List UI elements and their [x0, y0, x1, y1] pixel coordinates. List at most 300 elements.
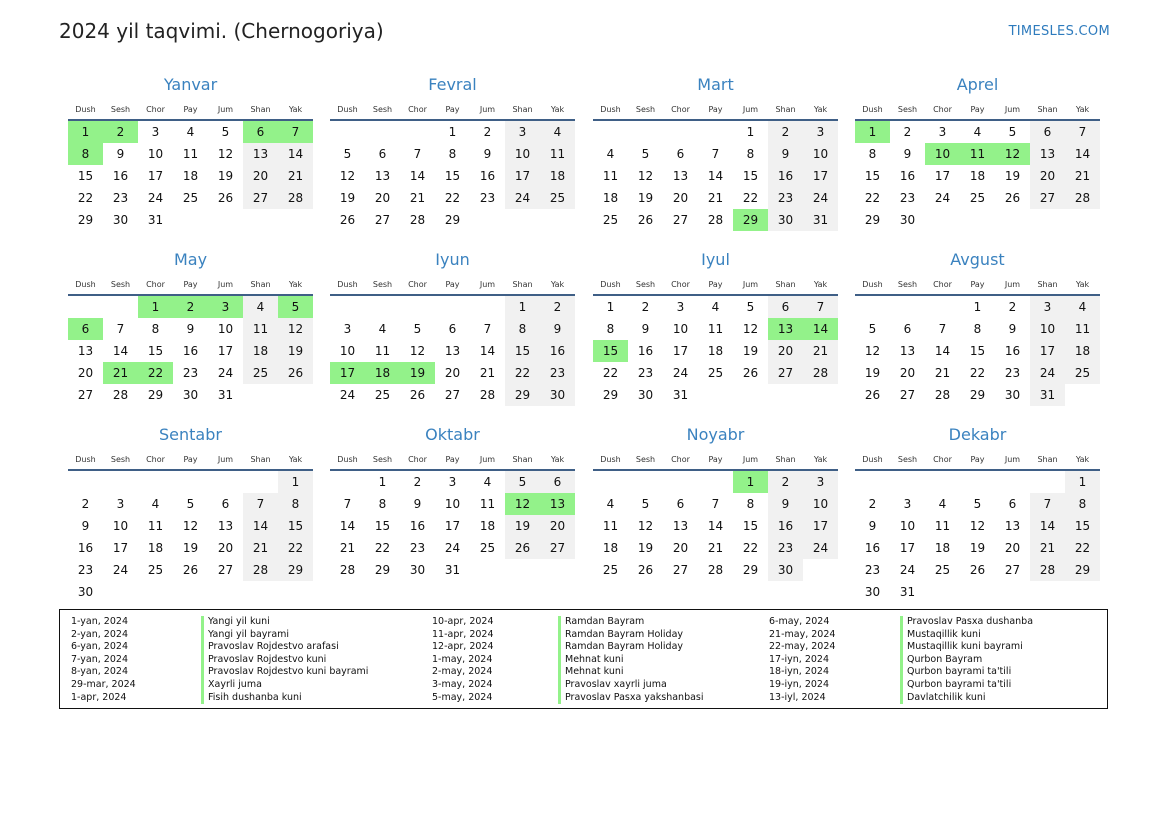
day-cell[interactable]: 28: [409, 213, 426, 227]
day-cell[interactable]: 22: [278, 537, 313, 559]
day-cell[interactable]: 11: [934, 519, 951, 533]
day-cell[interactable]: 14: [339, 519, 356, 533]
holiday-day-cell[interactable]: 15: [593, 340, 628, 362]
day-cell[interactable]: 23: [479, 191, 496, 205]
day-cell[interactable]: 14: [1030, 515, 1065, 537]
day-cell[interactable]: 14: [707, 169, 724, 183]
day-cell[interactable]: 17: [934, 169, 951, 183]
holiday-day-cell[interactable]: 11: [960, 143, 995, 165]
day-cell[interactable]: 10: [803, 143, 838, 165]
day-cell[interactable]: 15: [147, 344, 164, 358]
holiday-day-cell[interactable]: 6: [68, 318, 103, 340]
day-cell[interactable]: 16: [637, 344, 654, 358]
day-cell[interactable]: 30: [899, 213, 916, 227]
day-cell[interactable]: 16: [409, 519, 426, 533]
day-cell[interactable]: 14: [934, 344, 951, 358]
day-cell[interactable]: 23: [864, 563, 881, 577]
day-cell[interactable]: 17: [803, 515, 838, 537]
day-cell[interactable]: 7: [1065, 121, 1100, 143]
day-cell[interactable]: 11: [479, 497, 496, 511]
day-cell[interactable]: 9: [641, 322, 650, 336]
day-cell[interactable]: 23: [768, 537, 803, 559]
day-cell[interactable]: 26: [1004, 191, 1021, 205]
day-cell[interactable]: 18: [1065, 340, 1100, 362]
day-cell[interactable]: 16: [768, 515, 803, 537]
day-cell[interactable]: 6: [768, 296, 803, 318]
day-cell[interactable]: 18: [934, 541, 951, 555]
day-cell[interactable]: 6: [1008, 497, 1017, 511]
day-cell[interactable]: 31: [217, 388, 234, 402]
day-cell[interactable]: 9: [483, 147, 492, 161]
day-cell[interactable]: 7: [483, 322, 492, 336]
day-cell[interactable]: 27: [672, 213, 689, 227]
day-cell[interactable]: 9: [903, 147, 912, 161]
day-cell[interactable]: 19: [182, 541, 199, 555]
day-cell[interactable]: 21: [243, 537, 278, 559]
day-cell[interactable]: 22: [77, 191, 94, 205]
day-cell[interactable]: 4: [711, 300, 720, 314]
day-cell[interactable]: 9: [768, 493, 803, 515]
day-cell[interactable]: 3: [343, 322, 352, 336]
day-cell[interactable]: 25: [374, 388, 391, 402]
day-cell[interactable]: 3: [151, 125, 160, 139]
day-cell[interactable]: 27: [77, 388, 94, 402]
day-cell[interactable]: 29: [742, 563, 759, 577]
day-cell[interactable]: 30: [768, 559, 803, 581]
day-cell[interactable]: 19: [1004, 169, 1021, 183]
day-cell[interactable]: 17: [444, 519, 461, 533]
holiday-day-cell[interactable]: 5: [278, 296, 313, 318]
holiday-day-cell[interactable]: 29: [733, 209, 768, 231]
day-cell[interactable]: 19: [969, 541, 986, 555]
day-cell[interactable]: 28: [707, 213, 724, 227]
day-cell[interactable]: 11: [147, 519, 164, 533]
day-cell[interactable]: 27: [899, 388, 916, 402]
day-cell[interactable]: 28: [112, 388, 129, 402]
day-cell[interactable]: 5: [186, 497, 195, 511]
day-cell[interactable]: 5: [343, 147, 352, 161]
day-cell[interactable]: 24: [339, 388, 356, 402]
day-cell[interactable]: 9: [868, 519, 877, 533]
day-cell[interactable]: 24: [444, 541, 461, 555]
holiday-day-cell[interactable]: 7: [278, 121, 313, 143]
day-cell[interactable]: 19: [864, 366, 881, 380]
day-cell[interactable]: 25: [602, 213, 619, 227]
day-cell[interactable]: 11: [707, 322, 724, 336]
day-cell[interactable]: 12: [637, 169, 654, 183]
day-cell[interactable]: 9: [81, 519, 90, 533]
day-cell[interactable]: 3: [903, 497, 912, 511]
day-cell[interactable]: 12: [864, 344, 881, 358]
day-cell[interactable]: 31: [899, 585, 916, 599]
day-cell[interactable]: 27: [444, 388, 461, 402]
day-cell[interactable]: 9: [116, 147, 125, 161]
day-cell[interactable]: 25: [182, 191, 199, 205]
day-cell[interactable]: 24: [1030, 362, 1065, 384]
day-cell[interactable]: 4: [483, 475, 492, 489]
day-cell[interactable]: 7: [1030, 493, 1065, 515]
day-cell[interactable]: 20: [444, 366, 461, 380]
holiday-day-cell[interactable]: 13: [768, 318, 803, 340]
day-cell[interactable]: 12: [182, 519, 199, 533]
day-cell[interactable]: 26: [182, 563, 199, 577]
day-cell[interactable]: 12: [637, 519, 654, 533]
day-cell[interactable]: 20: [1030, 165, 1065, 187]
day-cell[interactable]: 14: [278, 143, 313, 165]
day-cell[interactable]: 21: [1030, 537, 1065, 559]
day-cell[interactable]: 20: [672, 541, 689, 555]
day-cell[interactable]: 14: [707, 519, 724, 533]
day-cell[interactable]: 3: [505, 121, 540, 143]
day-cell[interactable]: 12: [969, 519, 986, 533]
day-cell[interactable]: 1: [378, 475, 387, 489]
day-cell[interactable]: 27: [374, 213, 391, 227]
day-cell[interactable]: 1: [1065, 471, 1100, 493]
day-cell[interactable]: 7: [711, 147, 720, 161]
day-cell[interactable]: 5: [641, 497, 650, 511]
day-cell[interactable]: 13: [1004, 519, 1021, 533]
day-cell[interactable]: 31: [803, 209, 838, 231]
day-cell[interactable]: 23: [77, 563, 94, 577]
day-cell[interactable]: 29: [147, 388, 164, 402]
day-cell[interactable]: 7: [803, 296, 838, 318]
day-cell[interactable]: 8: [746, 147, 755, 161]
day-cell[interactable]: 22: [864, 191, 881, 205]
day-cell[interactable]: 9: [768, 143, 803, 165]
day-cell[interactable]: 5: [505, 471, 540, 493]
day-cell[interactable]: 26: [742, 366, 759, 380]
day-cell[interactable]: 12: [217, 147, 234, 161]
day-cell[interactable]: 27: [217, 563, 234, 577]
day-cell[interactable]: 1: [448, 125, 457, 139]
day-cell[interactable]: 26: [339, 213, 356, 227]
day-cell[interactable]: 15: [864, 169, 881, 183]
day-cell[interactable]: 28: [1065, 187, 1100, 209]
day-cell[interactable]: 27: [672, 563, 689, 577]
day-cell[interactable]: 20: [540, 515, 575, 537]
day-cell[interactable]: 12: [278, 318, 313, 340]
day-cell[interactable]: 25: [934, 563, 951, 577]
day-cell[interactable]: 8: [278, 493, 313, 515]
day-cell[interactable]: 10: [1030, 318, 1065, 340]
day-cell[interactable]: 19: [637, 541, 654, 555]
day-cell[interactable]: 6: [676, 497, 685, 511]
day-cell[interactable]: 5: [221, 125, 230, 139]
day-cell[interactable]: 19: [339, 191, 356, 205]
day-cell[interactable]: 23: [409, 541, 426, 555]
holiday-day-cell[interactable]: 19: [400, 362, 435, 384]
day-cell[interactable]: 8: [606, 322, 615, 336]
day-cell[interactable]: 16: [540, 340, 575, 362]
day-cell[interactable]: 27: [540, 537, 575, 559]
day-cell[interactable]: 26: [637, 213, 654, 227]
day-cell[interactable]: 25: [479, 541, 496, 555]
day-cell[interactable]: 21: [707, 541, 724, 555]
day-cell[interactable]: 8: [746, 497, 755, 511]
holiday-day-cell[interactable]: 12: [995, 143, 1030, 165]
day-cell[interactable]: 2: [641, 300, 650, 314]
day-cell[interactable]: 21: [278, 165, 313, 187]
day-cell[interactable]: 13: [217, 519, 234, 533]
day-cell[interactable]: 2: [81, 497, 90, 511]
day-cell[interactable]: 5: [746, 300, 755, 314]
day-cell[interactable]: 9: [540, 318, 575, 340]
day-cell[interactable]: 19: [742, 344, 759, 358]
day-cell[interactable]: 17: [803, 165, 838, 187]
day-cell[interactable]: 3: [803, 471, 838, 493]
day-cell[interactable]: 11: [602, 519, 619, 533]
day-cell[interactable]: 4: [540, 121, 575, 143]
day-cell[interactable]: 2: [768, 471, 803, 493]
day-cell[interactable]: 8: [973, 322, 982, 336]
day-cell[interactable]: 26: [217, 191, 234, 205]
day-cell[interactable]: 14: [1065, 143, 1100, 165]
day-cell[interactable]: 30: [409, 563, 426, 577]
day-cell[interactable]: 13: [374, 169, 391, 183]
day-cell[interactable]: 13: [672, 169, 689, 183]
day-cell[interactable]: 15: [969, 344, 986, 358]
day-cell[interactable]: 28: [1030, 559, 1065, 581]
day-cell[interactable]: 9: [186, 322, 195, 336]
day-cell[interactable]: 7: [116, 322, 125, 336]
day-cell[interactable]: 31: [147, 213, 164, 227]
day-cell[interactable]: 4: [243, 296, 278, 318]
day-cell[interactable]: 24: [217, 366, 234, 380]
holiday-day-cell[interactable]: 2: [103, 121, 138, 143]
day-cell[interactable]: 18: [602, 541, 619, 555]
day-cell[interactable]: 8: [448, 147, 457, 161]
day-cell[interactable]: 27: [768, 362, 803, 384]
day-cell[interactable]: 18: [182, 169, 199, 183]
day-cell[interactable]: 13: [243, 143, 278, 165]
day-cell[interactable]: 26: [969, 563, 986, 577]
day-cell[interactable]: 18: [969, 169, 986, 183]
day-cell[interactable]: 14: [479, 344, 496, 358]
day-cell[interactable]: 2: [768, 121, 803, 143]
day-cell[interactable]: 29: [1065, 559, 1100, 581]
holiday-day-cell[interactable]: 3: [208, 296, 243, 318]
day-cell[interactable]: 26: [409, 388, 426, 402]
day-cell[interactable]: 28: [803, 362, 838, 384]
day-cell[interactable]: 28: [479, 388, 496, 402]
day-cell[interactable]: 30: [112, 213, 129, 227]
holiday-day-cell[interactable]: 8: [68, 143, 103, 165]
day-cell[interactable]: 23: [540, 362, 575, 384]
day-cell[interactable]: 12: [742, 322, 759, 336]
day-cell[interactable]: 3: [803, 121, 838, 143]
day-cell[interactable]: 2: [1008, 300, 1017, 314]
day-cell[interactable]: 16: [112, 169, 129, 183]
day-cell[interactable]: 18: [243, 340, 278, 362]
day-cell[interactable]: 17: [1030, 340, 1065, 362]
day-cell[interactable]: 20: [768, 340, 803, 362]
holiday-day-cell[interactable]: 22: [138, 362, 173, 384]
holiday-day-cell[interactable]: 18: [365, 362, 400, 384]
day-cell[interactable]: 22: [742, 541, 759, 555]
day-cell[interactable]: 8: [1065, 493, 1100, 515]
holiday-day-cell[interactable]: 10: [925, 143, 960, 165]
day-cell[interactable]: 4: [378, 322, 387, 336]
day-cell[interactable]: 17: [217, 344, 234, 358]
day-cell[interactable]: 11: [182, 147, 199, 161]
day-cell[interactable]: 19: [217, 169, 234, 183]
holiday-day-cell[interactable]: 1: [733, 471, 768, 493]
day-cell[interactable]: 13: [672, 519, 689, 533]
day-cell[interactable]: 26: [505, 537, 540, 559]
day-cell[interactable]: 6: [903, 322, 912, 336]
day-cell[interactable]: 4: [973, 125, 982, 139]
day-cell[interactable]: 2: [540, 296, 575, 318]
day-cell[interactable]: 7: [243, 493, 278, 515]
day-cell[interactable]: 24: [112, 563, 129, 577]
day-cell[interactable]: 15: [444, 169, 461, 183]
day-cell[interactable]: 29: [505, 384, 540, 406]
day-cell[interactable]: 8: [505, 318, 540, 340]
day-cell[interactable]: 10: [803, 493, 838, 515]
day-cell[interactable]: 19: [637, 191, 654, 205]
day-cell[interactable]: 20: [672, 191, 689, 205]
day-cell[interactable]: 28: [278, 187, 313, 209]
holiday-day-cell[interactable]: 13: [540, 493, 575, 515]
day-cell[interactable]: 19: [505, 515, 540, 537]
day-cell[interactable]: 25: [969, 191, 986, 205]
day-cell[interactable]: 30: [637, 388, 654, 402]
day-cell[interactable]: 25: [147, 563, 164, 577]
day-cell[interactable]: 10: [339, 344, 356, 358]
day-cell[interactable]: 20: [77, 366, 94, 380]
day-cell[interactable]: 8: [378, 497, 387, 511]
day-cell[interactable]: 7: [711, 497, 720, 511]
day-cell[interactable]: 11: [1065, 318, 1100, 340]
day-cell[interactable]: 15: [77, 169, 94, 183]
day-cell[interactable]: 15: [742, 169, 759, 183]
day-cell[interactable]: 4: [938, 497, 947, 511]
day-cell[interactable]: 26: [278, 362, 313, 384]
day-cell[interactable]: 23: [899, 191, 916, 205]
holiday-day-cell[interactable]: 1: [855, 121, 890, 143]
day-cell[interactable]: 27: [1004, 563, 1021, 577]
day-cell[interactable]: 22: [742, 191, 759, 205]
day-cell[interactable]: 14: [243, 515, 278, 537]
day-cell[interactable]: 1: [746, 125, 755, 139]
day-cell[interactable]: 18: [602, 191, 619, 205]
day-cell[interactable]: 4: [186, 125, 195, 139]
day-cell[interactable]: 22: [444, 191, 461, 205]
day-cell[interactable]: 9: [1008, 322, 1017, 336]
day-cell[interactable]: 4: [606, 147, 615, 161]
day-cell[interactable]: 29: [969, 388, 986, 402]
holiday-day-cell[interactable]: 1: [138, 296, 173, 318]
day-cell[interactable]: 10: [672, 322, 689, 336]
day-cell[interactable]: 25: [707, 366, 724, 380]
day-cell[interactable]: 24: [803, 537, 838, 559]
day-cell[interactable]: 26: [637, 563, 654, 577]
day-cell[interactable]: 17: [505, 165, 540, 187]
day-cell[interactable]: 1: [505, 296, 540, 318]
day-cell[interactable]: 27: [243, 187, 278, 209]
day-cell[interactable]: 30: [540, 384, 575, 406]
holiday-day-cell[interactable]: 6: [243, 121, 278, 143]
day-cell[interactable]: 15: [742, 519, 759, 533]
day-cell[interactable]: 23: [1004, 366, 1021, 380]
day-cell[interactable]: 3: [116, 497, 125, 511]
day-cell[interactable]: 21: [409, 191, 426, 205]
day-cell[interactable]: 10: [147, 147, 164, 161]
day-cell[interactable]: 24: [803, 187, 838, 209]
day-cell[interactable]: 17: [147, 169, 164, 183]
day-cell[interactable]: 6: [540, 471, 575, 493]
holiday-day-cell[interactable]: 17: [330, 362, 365, 384]
day-cell[interactable]: 1: [973, 300, 982, 314]
day-cell[interactable]: 18: [540, 165, 575, 187]
day-cell[interactable]: 9: [413, 497, 422, 511]
day-cell[interactable]: 7: [413, 147, 422, 161]
day-cell[interactable]: 10: [444, 497, 461, 511]
day-cell[interactable]: 2: [483, 125, 492, 139]
day-cell[interactable]: 22: [969, 366, 986, 380]
day-cell[interactable]: 1: [278, 471, 313, 493]
day-cell[interactable]: 17: [112, 541, 129, 555]
day-cell[interactable]: 15: [505, 340, 540, 362]
day-cell[interactable]: 23: [112, 191, 129, 205]
day-cell[interactable]: 2: [903, 125, 912, 139]
day-cell[interactable]: 11: [602, 169, 619, 183]
day-cell[interactable]: 5: [868, 322, 877, 336]
day-cell[interactable]: 16: [768, 165, 803, 187]
day-cell[interactable]: 3: [938, 125, 947, 139]
day-cell[interactable]: 21: [803, 340, 838, 362]
day-cell[interactable]: 21: [707, 191, 724, 205]
day-cell[interactable]: 29: [77, 213, 94, 227]
day-cell[interactable]: 25: [243, 362, 278, 384]
day-cell[interactable]: 16: [182, 344, 199, 358]
day-cell[interactable]: 30: [768, 209, 803, 231]
day-cell[interactable]: 12: [409, 344, 426, 358]
day-cell[interactable]: 16: [479, 169, 496, 183]
day-cell[interactable]: 28: [707, 563, 724, 577]
day-cell[interactable]: 14: [112, 344, 129, 358]
holiday-day-cell[interactable]: 14: [803, 318, 838, 340]
day-cell[interactable]: 6: [221, 497, 230, 511]
day-cell[interactable]: 24: [147, 191, 164, 205]
day-cell[interactable]: 17: [672, 344, 689, 358]
brand-link[interactable]: TIMESLES.COM: [1008, 24, 1110, 39]
day-cell[interactable]: 20: [899, 366, 916, 380]
day-cell[interactable]: 29: [444, 213, 461, 227]
day-cell[interactable]: 21: [934, 366, 951, 380]
day-cell[interactable]: 8: [868, 147, 877, 161]
day-cell[interactable]: 2: [868, 497, 877, 511]
day-cell[interactable]: 4: [1065, 296, 1100, 318]
day-cell[interactable]: 28: [243, 559, 278, 581]
day-cell[interactable]: 18: [479, 519, 496, 533]
day-cell[interactable]: 3: [1030, 296, 1065, 318]
day-cell[interactable]: 1: [606, 300, 615, 314]
day-cell[interactable]: 5: [413, 322, 422, 336]
day-cell[interactable]: 25: [602, 563, 619, 577]
day-cell[interactable]: 15: [278, 515, 313, 537]
day-cell[interactable]: 11: [540, 143, 575, 165]
day-cell[interactable]: 21: [479, 366, 496, 380]
day-cell[interactable]: 10: [217, 322, 234, 336]
day-cell[interactable]: 3: [676, 300, 685, 314]
holiday-day-cell[interactable]: 1: [68, 121, 103, 143]
holiday-day-cell[interactable]: 21: [103, 362, 138, 384]
day-cell[interactable]: 11: [243, 318, 278, 340]
day-cell[interactable]: 23: [768, 187, 803, 209]
day-cell[interactable]: 16: [899, 169, 916, 183]
day-cell[interactable]: 20: [243, 165, 278, 187]
